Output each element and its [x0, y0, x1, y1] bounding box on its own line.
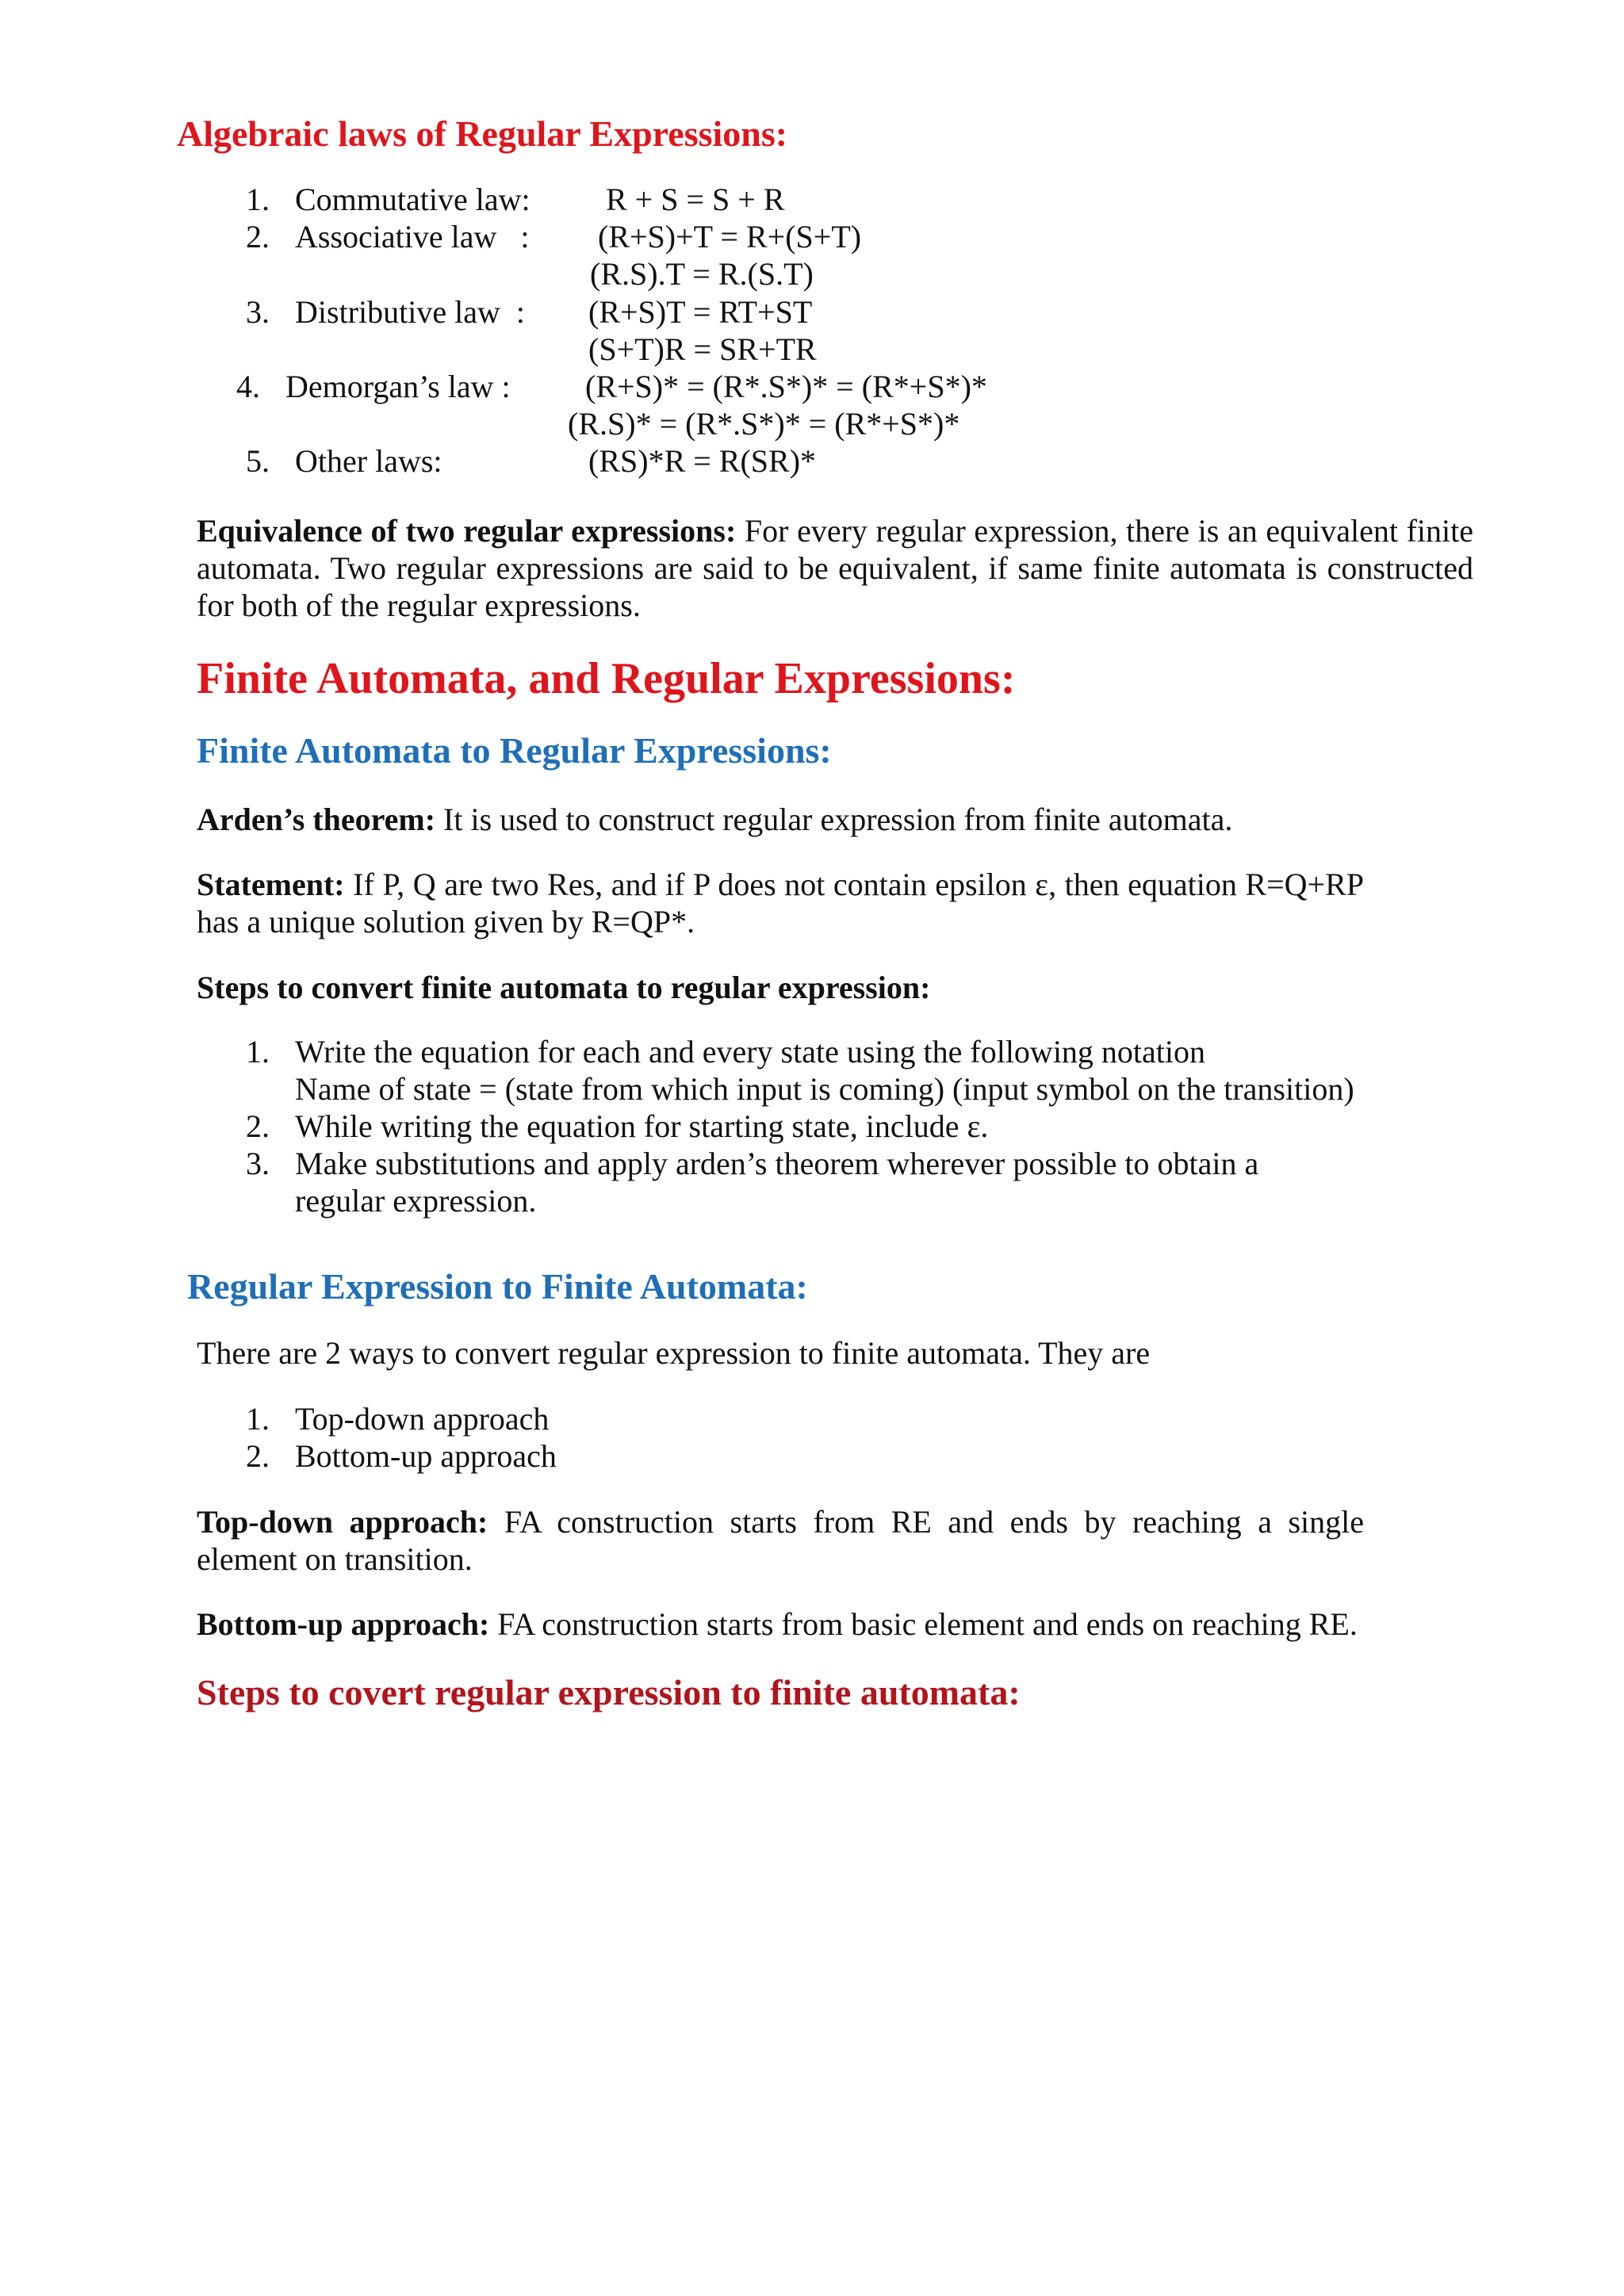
way-1-number: 1.: [246, 1401, 270, 1437]
law-3-equation-b: (S+T)R = SR+TR: [588, 331, 817, 367]
step-item-1: [246, 1033, 1354, 1070]
law-5-name: Other laws:: [295, 443, 442, 479]
fa-to-re-steps-list: [246, 1033, 1354, 1219]
step-item-2: [246, 1108, 1354, 1145]
law-1-equation: R + S = S + R: [606, 182, 785, 217]
law-2-equation: (R+S)+T = R+(S+T): [598, 219, 862, 254]
law-2-equation-b: (R.S).T = R.(S.T): [590, 256, 814, 292]
law-4-equation-b: (R.S)* = (R*.S*)* = (R*+S*)*: [568, 406, 960, 442]
topdown-label: Top-down approach:: [197, 1504, 488, 1540]
arden-paragraph: [197, 801, 1473, 838]
way-item-1: [246, 1400, 557, 1437]
re-to-fa-ways-list: [246, 1400, 557, 1475]
algebraic-laws-heading: Algebraic laws of Regular Expressions:: [177, 113, 788, 154]
arden-label: Arden’s theorem:: [197, 802, 436, 837]
law-4-name: Demorgan’s law :: [285, 369, 511, 404]
statement-paragraph: [197, 866, 1364, 940]
fa-re-heading: Finite Automata, and Regular Expressions:: [197, 654, 1016, 703]
law-3-equation: (R+S)T = RT+ST: [588, 294, 813, 330]
fa-to-re-heading: Finite Automata to Regular Expressions:: [197, 730, 832, 771]
equivalence-label: Equivalence of two regular expressions:: [197, 513, 737, 549]
fa-to-re-steps-title: Steps to convert finite automata to regular expression:: [197, 970, 931, 1005]
law-5-number: 5.: [246, 443, 270, 479]
statement-label: Statement:: [197, 867, 345, 902]
topdown-text: FA construction starts from RE and ends by reaching a single element on transition.: [197, 1504, 1365, 1577]
way-2-label: Bottom-up approach: [295, 1438, 557, 1474]
re-to-fa-heading: Regular Expression to Finite Automata:: [187, 1266, 808, 1307]
topdown-paragraph: [197, 1503, 1364, 1578]
step-1-number: 1.: [246, 1034, 270, 1070]
law-2-name: Associative law :: [295, 219, 530, 254]
way-item-2: [246, 1437, 557, 1475]
re-to-fa-intro: There are 2 ways to convert regular expression to finite automata. They are: [197, 1335, 1151, 1371]
law-3-name: Distributive law :: [295, 294, 525, 330]
bottomup-paragraph: [197, 1605, 1358, 1643]
law-1-number: 1.: [246, 182, 270, 217]
statement-text: If P, Q are two Res, and if P does not contain epsilon ε, then equation R=Q+RP has a unique solution given by R=QP*.: [197, 867, 1364, 939]
way-1-label: Top-down approach: [295, 1401, 550, 1437]
step-3-number: 3.: [246, 1146, 270, 1181]
arden-text: It is used to construct regular expression from finite automata.: [435, 802, 1233, 837]
steps-re-to-fa-heading: Steps to covert regular expression to finite automata:: [197, 1672, 1021, 1712]
step-3-line2: regular expression.: [295, 1183, 537, 1219]
step-item-3: [246, 1145, 1354, 1182]
law-4-equation: (R+S)* = (R*.S*)* = (R*+S*)*: [585, 369, 987, 404]
step-2-line1: While writing the equation for starting state, include ε.: [295, 1108, 989, 1144]
law-3-number: 3.: [246, 294, 270, 330]
law-5-equation: (RS)*R = R(SR)*: [588, 443, 817, 479]
bottomup-text: FA construction starts from basic element and ends on reaching RE.: [489, 1606, 1358, 1642]
step-1-line2: Name of state = (state from which input is coming) (input symbol on the transition): [295, 1071, 1354, 1107]
step-3-line1: Make substitutions and apply arden’s theorem wherever possible to obtain a: [295, 1146, 1259, 1181]
equivalence-paragraph: [197, 512, 1473, 624]
bottomup-label: Bottom-up approach:: [197, 1606, 490, 1642]
step-2-number: 2.: [246, 1108, 270, 1144]
law-1-name: Commutative law:: [295, 182, 530, 217]
law-2-number: 2.: [246, 219, 270, 254]
step-1-line1: Write the equation for each and every state using the following notation: [295, 1034, 1206, 1070]
equivalence-text: For every regular expression, there is an equivalent finite automata. Two regular expressions are said to be equivalent, if same finite automata is constructed for both of the regular expressions.: [197, 513, 1473, 623]
way-2-number: 2.: [246, 1438, 270, 1474]
law-4-number: 4.: [236, 369, 260, 404]
